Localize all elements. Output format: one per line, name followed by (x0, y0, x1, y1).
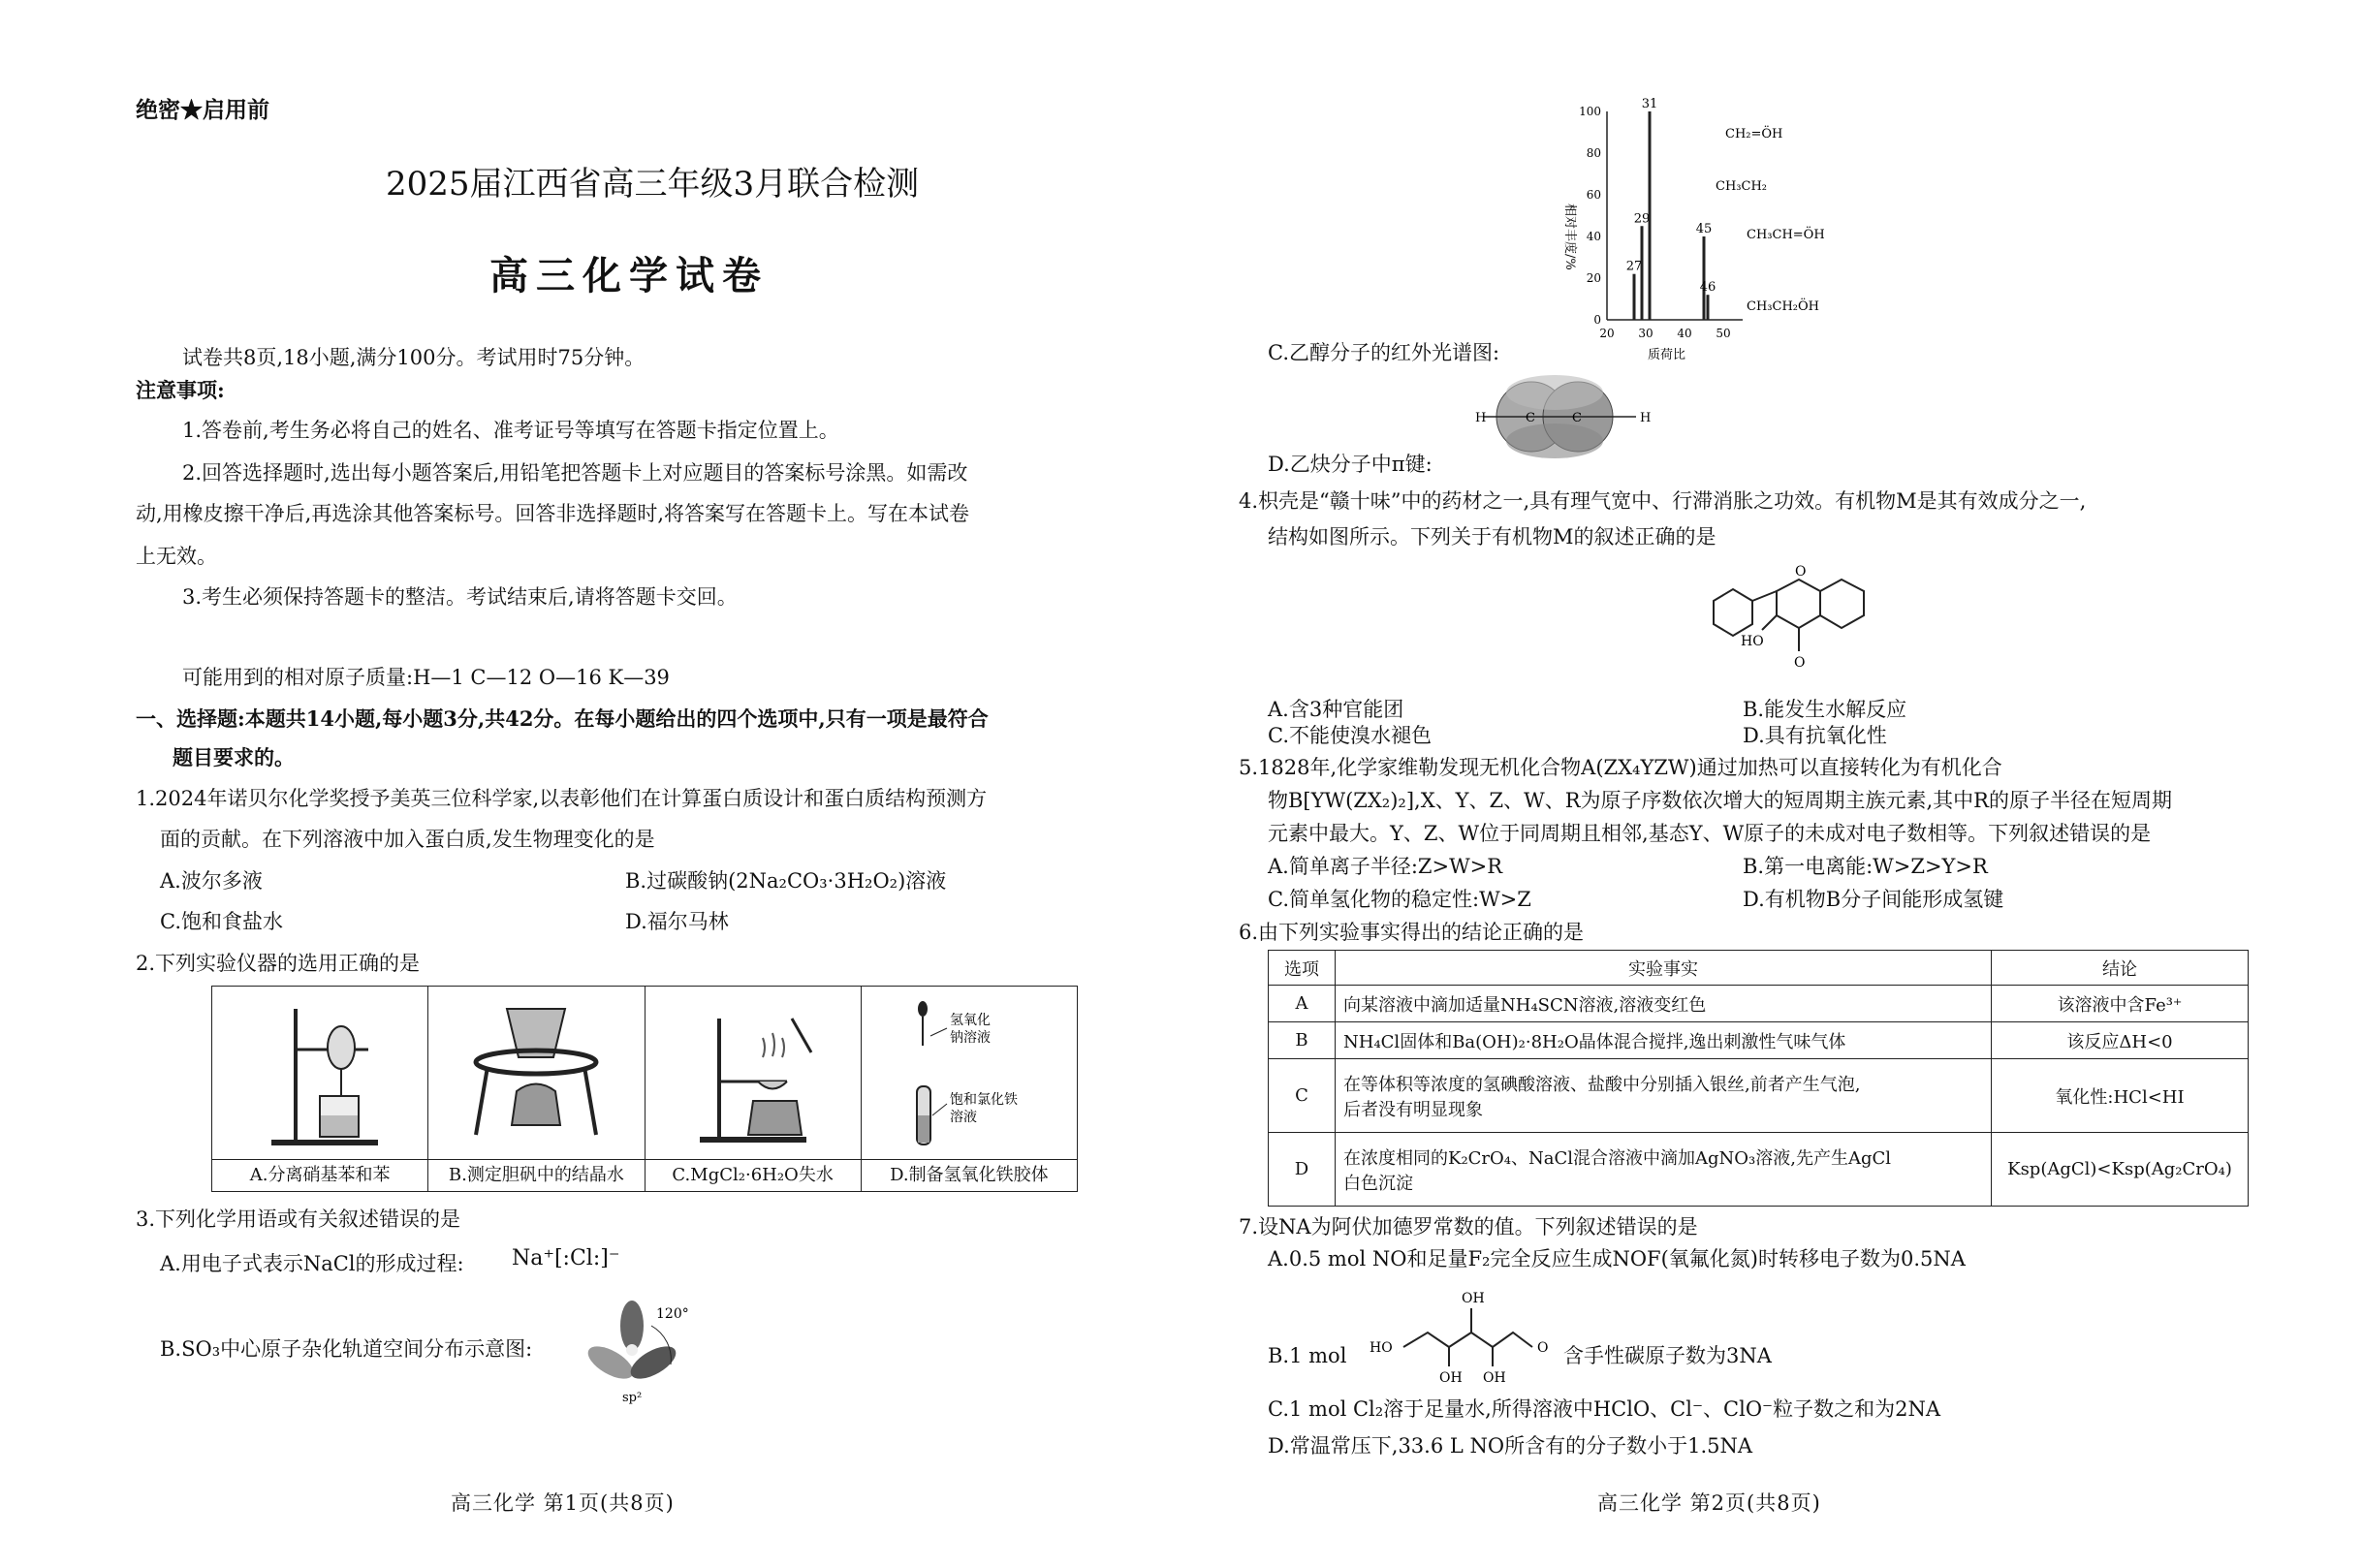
ms-ann-1: CH₂=ÖH (1725, 127, 1783, 141)
mass-spectrum-chart (1549, 97, 1898, 373)
apparatus-d-label-1: 氢氧化 (950, 1013, 992, 1028)
q6-row-c-conclusion: 氧化性:HCl<HI (1992, 1059, 2249, 1133)
q6-row-c-fact (1336, 1059, 1992, 1133)
flavonol-ho: HO (1741, 634, 1764, 649)
crucible-tripod-icon (439, 989, 633, 1154)
note-2c: 上无效。 (136, 545, 217, 568)
ms-ytick-label: 60 (1586, 188, 1601, 202)
svg-text:H: H (1640, 411, 1652, 425)
q4-stem-b: 结构如图所示。下列关于有机物M的叙述正确的是 (1268, 525, 1716, 549)
q7-option-b-pre: B.1 mol (1268, 1344, 1347, 1367)
acetylene-pi-bond-diagram (1471, 363, 1660, 470)
ms-peak-label: 27 (1625, 259, 1643, 274)
flavonol-structure (1694, 562, 1888, 688)
q3-option-b: B.SO₃中心原子杂化轨道空间分布示意图: (160, 1337, 533, 1361)
q6-row-c-fact-line2: 后者没有明显现象 (1343, 1099, 1483, 1120)
q6-row-d-fact-line2: 白色沉淀 (1343, 1173, 1413, 1194)
q6-table (1268, 950, 2249, 1207)
sugar-oh-1: OH (1439, 1370, 1463, 1386)
section-1-heading-a: 一、选择题:本题共14小题,每小题3分,共42分。在每小题给出的四个选项中,只有一项是最符合 (136, 706, 989, 731)
evaporating-dish-icon (656, 989, 850, 1154)
apparatus-b-caption: B.测定胆矾中的结晶水 (428, 1159, 644, 1191)
ms-ytick-label: 100 (1579, 105, 1601, 118)
table-row (1269, 1133, 2249, 1207)
sugar-oh-top: OH (1462, 1291, 1485, 1306)
ms-ytick-label: 20 (1586, 271, 1601, 285)
exam-info: 试卷共8页,18小题,满分100分。考试用时75分钟。 (182, 346, 646, 369)
note-3: 3.考生必须保持答题卡的整洁。考试结束后,请将答题卡交回。 (182, 585, 738, 609)
q5-stem-b: 物B[YW(ZX₂)₂],X、Y、Z、W、R为原子序数依次增大的短周期主族元素,其中R的原子半径在短周期 (1268, 789, 2172, 812)
ms-xtick-label: 30 (1638, 327, 1653, 340)
ms-y-label: 相对丰度/% (1562, 204, 1577, 270)
section-1-heading-b: 题目要求的。 (173, 745, 295, 769)
secret-label: 绝密★启用前 (136, 97, 269, 123)
sugar-oh-2: OH (1483, 1370, 1506, 1386)
ms-peak-label: 46 (1699, 280, 1716, 296)
q4-stem-a: 4.枳壳是“赣十味”中的药材之一,具有理气宽中、行滞消胀之功效。有机物M是其有效成分之一, (1239, 489, 2087, 513)
q5-option-d: D.有机物B分子间能形成氢键 (1743, 888, 2004, 911)
ms-peak-label: 29 (1633, 211, 1651, 227)
q5-option-b: B.第一电离能:W>Z>Y>R (1743, 855, 1988, 878)
q3-option-a-formula: Na⁺[:Cl:]⁻ (512, 1246, 620, 1270)
q1-option-c: C.饱和食盐水 (160, 910, 283, 933)
left-footer: 高三化学 第1页(共8页) (451, 1491, 675, 1515)
q4-option-c: C.不能使溴水褪色 (1268, 724, 1432, 747)
table-row (1269, 986, 2249, 1022)
flavonol-ring-o: O (1795, 564, 1807, 580)
q4-option-d: D.具有抗氧化性 (1743, 724, 1887, 747)
apparatus-c-caption: C.MgCl₂·6H₂O失水 (646, 1159, 861, 1191)
q7-stem: 7.设NA为阿伏加德罗常数的值。下列叙述错误的是 (1239, 1215, 1698, 1239)
ms-peak-label: 45 (1695, 222, 1713, 236)
svg-text:C: C (1572, 411, 1582, 425)
q1-stem-a: 1.2024年诺贝尔化学奖授予美英三位科学家,以表彰他们在计算蛋白质设计和蛋白质结构预测方 (136, 787, 988, 810)
q3-stem: 3.下列化学用语或有关叙述错误的是 (136, 1207, 461, 1231)
q5-stem-c: 元素中最大。Y、Z、W位于同周期且相邻,基态Y、W原子的未成对电子数相等。下列叙述错误的是 (1268, 822, 2152, 845)
ms-ann-4: CH₃CH₂ÖH (1747, 299, 1819, 314)
sugar-structure (1360, 1279, 1563, 1391)
ms-ytick-label: 40 (1586, 230, 1601, 243)
q5-stem-a: 5.1828年,化学家维勒发现无机化合物A(ZX₄YZW)通过加热可以直接转化为有机化合 (1239, 756, 2002, 779)
svg-text:C: C (1526, 411, 1535, 425)
q1-option-a: A.波尔多液 (160, 869, 263, 893)
apparatus-d-label-4: 溶液 (950, 1110, 978, 1125)
exam-title: 2025届江西省高三年级3月联合检测 (386, 165, 920, 204)
q6-row-d-fact-line1: 在浓度相同的K₂CrO₄、NaCl混合溶液中滴加AgNO₃溶液,先产生AgCl (1343, 1147, 1892, 1169)
table-row (1269, 1022, 2249, 1059)
flavonol-ketone-o: O (1794, 655, 1806, 671)
q4-option-a: A.含3种官能团 (1268, 698, 1404, 721)
test-tube-dropper-icon (865, 989, 1073, 1154)
notes-heading: 注意事项: (136, 378, 225, 402)
table-row (1269, 1059, 2249, 1133)
q6-row-a-fact: 向某溶液中滴加适量NH₄SCN溶液,溶液变红色 (1336, 986, 1992, 1022)
q6-head-fact: 实验事实 (1336, 951, 1992, 986)
q6-head-conclusion: 结论 (1992, 951, 2249, 986)
ms-xtick-label: 20 (1599, 327, 1615, 340)
note-2b: 动,用橡皮擦干净后,再选涂其他答案标号。回答非选择题时,将答案写在答题卡上。写在本试卷 (136, 502, 970, 525)
apparatus-d (861, 987, 1077, 1192)
ms-ytick-label: 0 (1593, 313, 1601, 327)
q7-option-d: D.常温常压下,33.6 L NO所含有的分子数小于1.5NA (1268, 1434, 1753, 1458)
apparatus-a-caption: A.分离硝基苯和苯 (212, 1159, 427, 1191)
ms-x-label: 质荷比 (1648, 348, 1686, 362)
apparatus-b (428, 987, 645, 1192)
q6-stem: 6.由下列实验事实得出的结论正确的是 (1239, 921, 1585, 944)
q1-option-d: D.福尔马林 (625, 910, 729, 933)
q6-row-c-option: C (1269, 1059, 1336, 1133)
note-1: 1.答卷前,考生务必将自己的姓名、准考证号等填写在答题卡指定位置上。 (182, 419, 839, 442)
q1-stem-b: 面的贡献。在下列溶液中加入蛋白质,发生物理变化的是 (160, 828, 655, 851)
sp2-angle-label: 120° (656, 1306, 689, 1322)
sp2-orbital-diagram (574, 1297, 709, 1405)
ms-xtick-label: 50 (1716, 327, 1731, 340)
q6-row-b-option: B (1269, 1022, 1336, 1059)
q6-row-b-fact: NH₄Cl固体和Ba(OH)₂·8H₂O晶体混合搅拌,逸出刺激性气味气体 (1336, 1022, 1992, 1059)
ms-ytick-label: 80 (1586, 146, 1601, 160)
q6-row-c-fact-line1: 在等体积等浓度的氢碘酸溶液、盐酸中分别插入银丝,前者产生气泡, (1343, 1074, 1861, 1095)
apparatus-d-caption: D.制备氢氧化铁胶体 (862, 1159, 1077, 1191)
q6-row-d-conclusion: Ksp(AgCl)<Ksp(Ag₂CrO₄) (1992, 1133, 2249, 1207)
sp2-label: sp² (622, 1391, 643, 1405)
apparatus-d-label-2: 钠溶液 (950, 1030, 992, 1046)
q2-apparatus-table (211, 986, 1078, 1192)
svg-text:H: H (1475, 411, 1487, 425)
right-page (1181, 0, 2362, 1568)
ms-xtick-label: 40 (1677, 327, 1692, 340)
q7-option-c: C.1 mol Cl₂溶于足量水,所得溶液中HClO、Cl⁻、ClO⁻粒子数之和为2NA (1268, 1397, 1941, 1421)
q7-option-b-post: 含手性碳原子数为3NA (1563, 1344, 1772, 1367)
sugar-o: O (1537, 1340, 1549, 1356)
separatory-funnel-icon (223, 989, 417, 1154)
apparatus-d-label-3: 饱和氯化铁 (950, 1092, 1019, 1108)
q6-row-a-option: A (1269, 986, 1336, 1022)
atomic-masses: 可能用到的相对原子质量:H—1 C—12 O—16 K—39 (182, 666, 670, 689)
q3-option-a: A.用电子式表示NaCl的形成过程: (160, 1252, 464, 1275)
q7-option-a: A.0.5 mol NO和足量F₂完全反应生成NOF(氧氟化氮)时转移电子数为0.5NA (1268, 1247, 1966, 1270)
q2-stem: 2.下列实验仪器的选用正确的是 (136, 952, 421, 975)
q5-option-a: A.简单离子半径:Z>W>R (1268, 855, 1503, 878)
apparatus-a (212, 987, 428, 1192)
ms-peak-label: 31 (1641, 97, 1658, 111)
q4-option-b: B.能发生水解反应 (1743, 698, 1907, 721)
sugar-ho: HO (1370, 1340, 1393, 1356)
note-2a: 2.回答选择题时,选出每小题答案后,用铅笔把答题卡上对应题目的答案标号涂黑。如需改 (182, 461, 968, 485)
apparatus-c (645, 987, 861, 1192)
q3-option-c: C.乙醇分子的红外光谱图: (1268, 341, 1500, 364)
q6-row-d-option: D (1269, 1133, 1336, 1207)
ms-ann-3: CH₃CH=ÖH (1747, 228, 1825, 242)
exam-subtitle: 高三化学试卷 (489, 253, 769, 298)
q5-option-c: C.简单氢化物的稳定性:W>Z (1268, 888, 1531, 911)
q6-row-b-conclusion: 该反应ΔH<0 (1992, 1022, 2249, 1059)
q3-option-d: D.乙炔分子中π键: (1268, 453, 1433, 476)
ms-ann-2: CH₃CH₂ (1716, 179, 1767, 194)
right-footer: 高三化学 第2页(共8页) (1597, 1491, 1821, 1515)
q6-head-option: 选项 (1269, 951, 1336, 986)
q6-row-a-conclusion: 该溶液中含Fe³⁺ (1992, 986, 2249, 1022)
q6-row-d-fact (1336, 1133, 1992, 1207)
q1-option-b: B.过碳酸钠(2Na₂CO₃·3H₂O₂)溶液 (625, 869, 947, 893)
